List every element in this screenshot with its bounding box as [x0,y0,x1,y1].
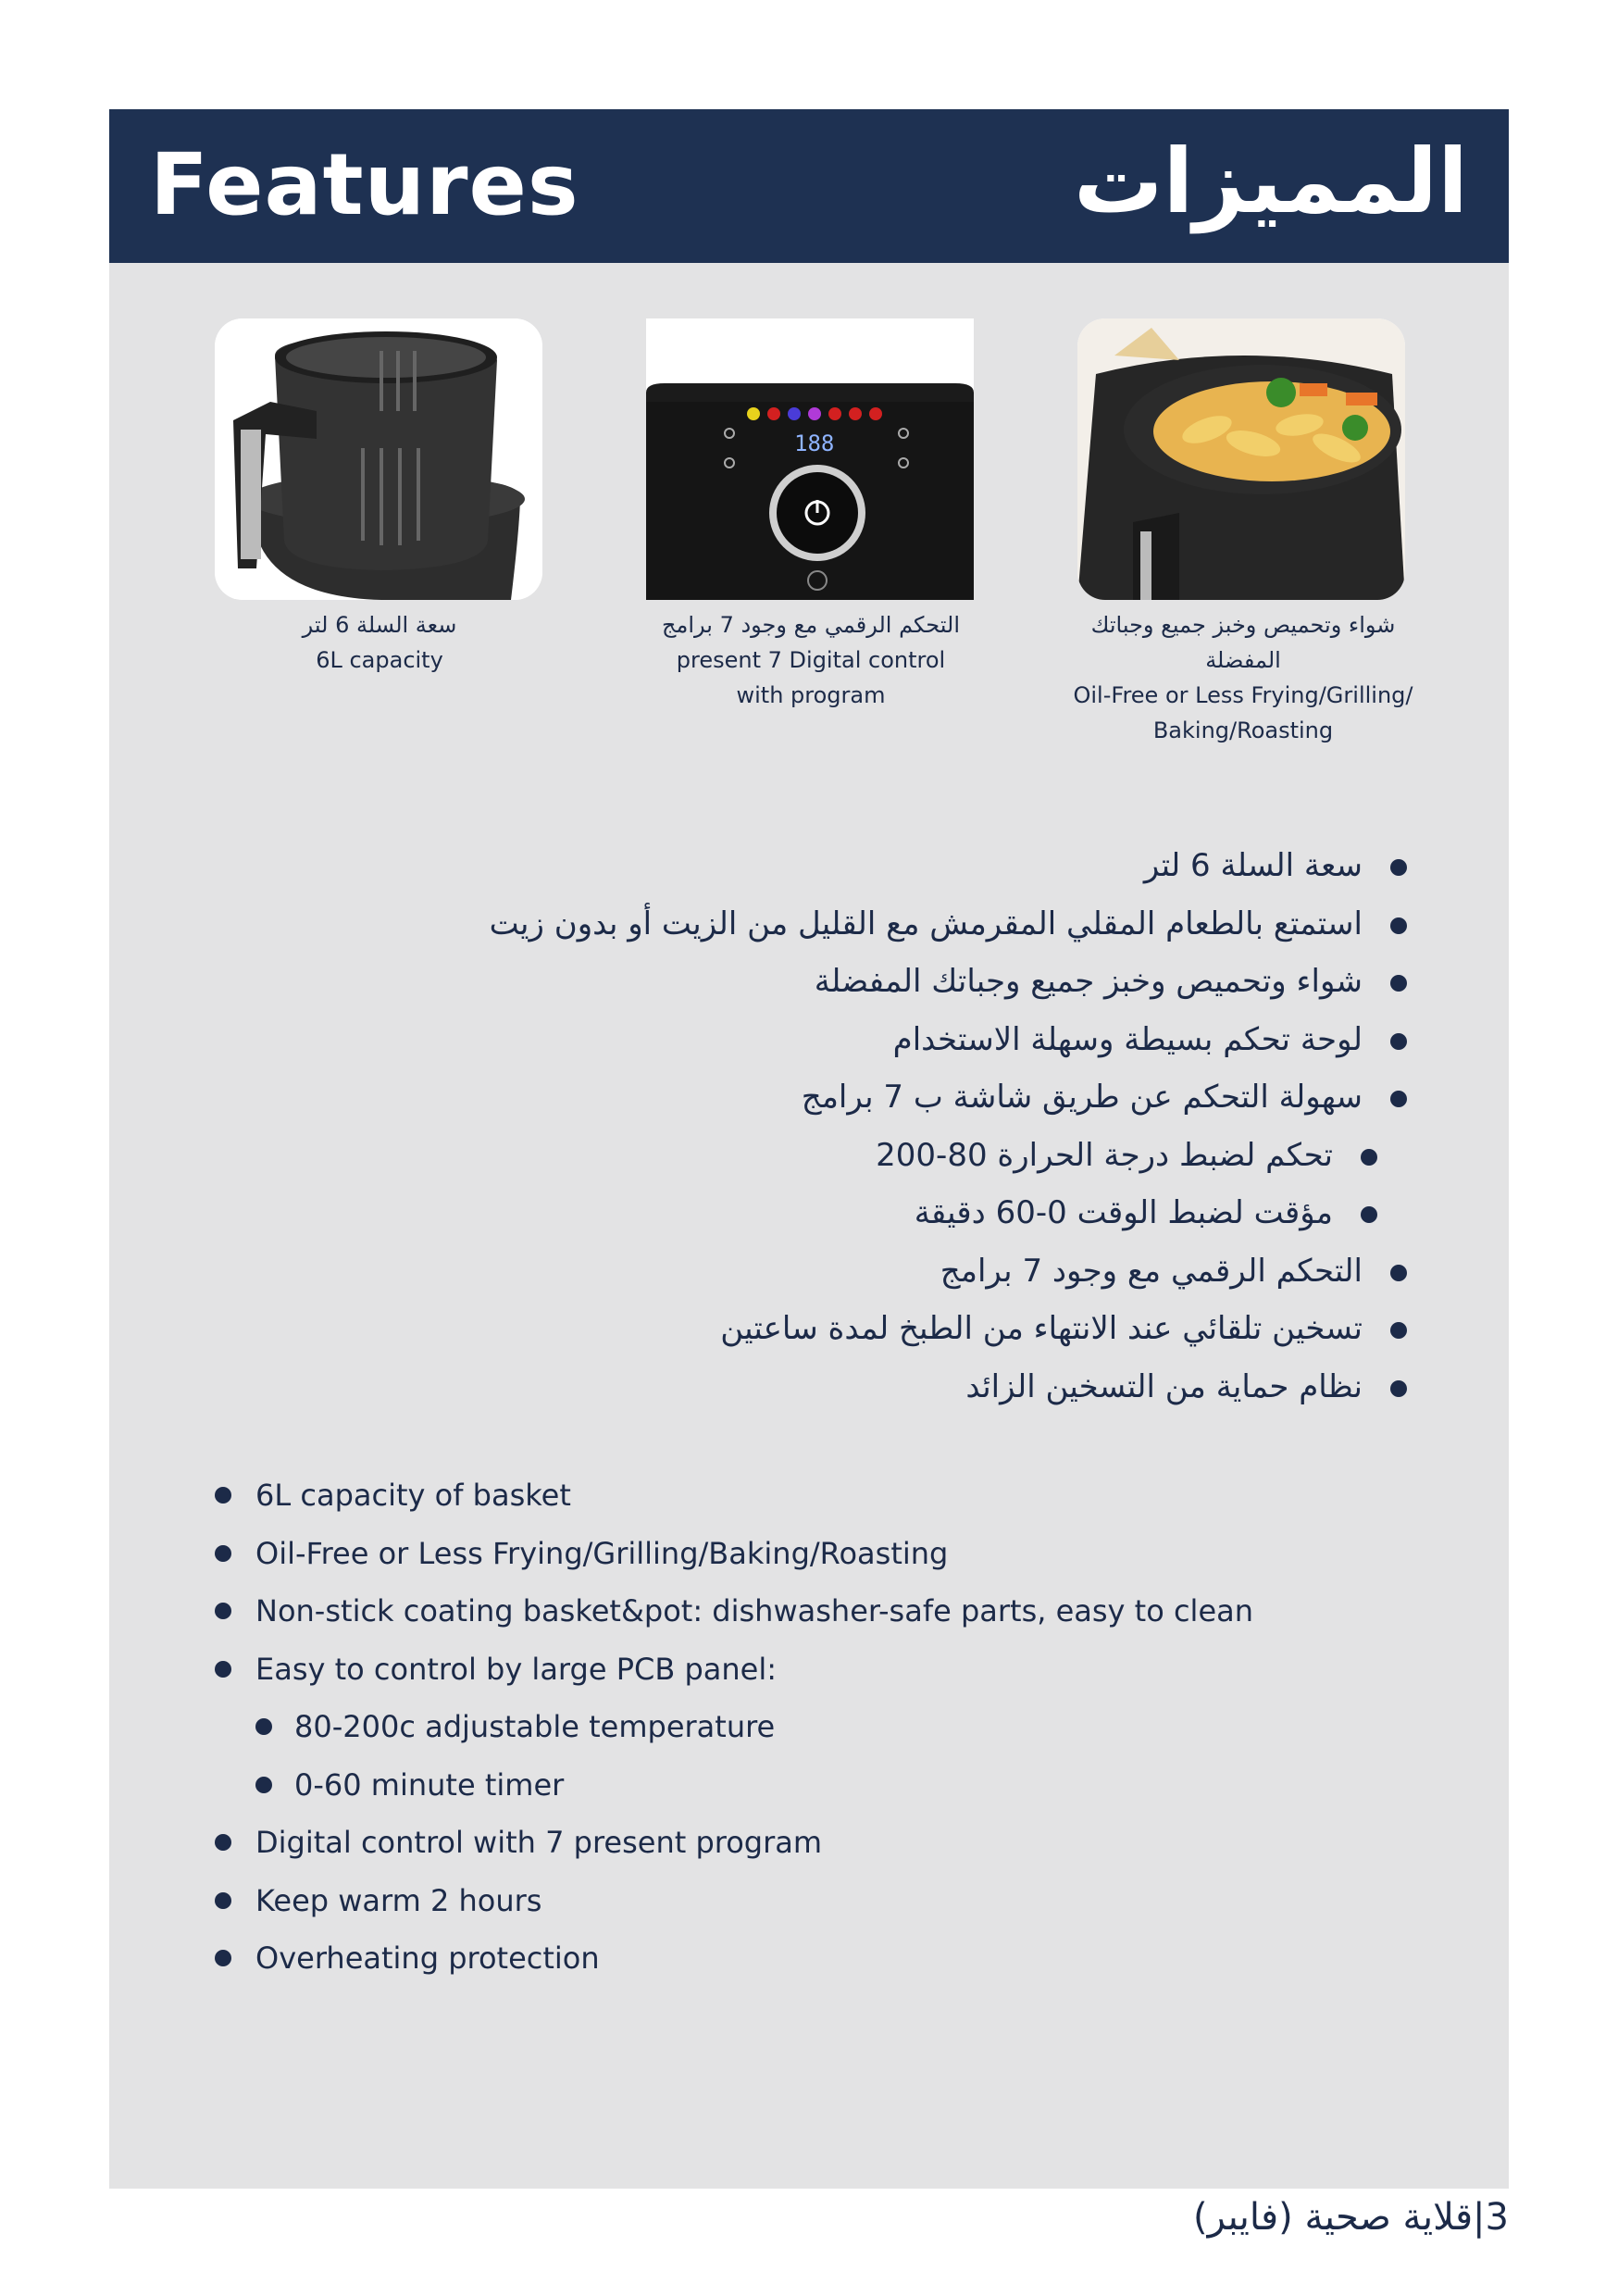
list-item: 6L capacity of basket [215,1466,1418,1525]
list-item: تسخين تلقائي عند الانتهاء من الطبخ لمدة ساعتين [389,1300,1407,1358]
fried-food-icon [1077,318,1405,600]
caption-digital-ar: التحكم الرقمي مع وجود 7 برامج [661,612,961,638]
list-item: سعة السلة 6 لتر [389,837,1407,895]
list-item: Digital control with 7 present program [215,1814,1418,1872]
caption-cooking [1063,607,1424,748]
list-subitem: تحكم لضبط درجة الحرارة 80-200 [389,1127,1407,1185]
arabic-features-list [389,837,1407,1416]
features-panel [109,263,1509,2189]
list-subitem: مؤقت لضبط الوقت 0-60 دقيقة [389,1184,1407,1242]
title-english: Features [150,135,579,234]
list-item: Overheating protection [215,1929,1418,1988]
page-footer [1193,2196,1509,2239]
svg-text:188: 188 [794,430,835,456]
page-number: 3 [1485,2196,1509,2239]
list-subitem: 80-200c adjustable temperature [215,1698,1418,1756]
caption-capacity-en: 6L capacity [316,647,443,673]
caption-cooking-en: Oil-Free or Less Frying/Grilling/ Baking/Roasting [1073,682,1413,743]
caption-cooking-ar: شواء وتحميص وخبز جميع وجباتك المفضلة [1090,612,1396,673]
title-arabic: المميزات [1074,130,1468,233]
list-item: التحكم الرقمي مع وجود 7 برامج [389,1242,1407,1301]
list-item: لوحة تحكم بسيطة وسهلة الاستخدام [389,1011,1407,1069]
english-features-list [215,1466,1418,1988]
footer-text: |قلاية صحية (فايبر) [1192,2196,1486,2239]
caption-digital [635,607,987,713]
list-item: Easy to control by large PCB panel: [215,1641,1418,1699]
caption-capacity-ar: سعة السلة 6 لتر [302,612,457,638]
list-item: Oil-Free or Less Frying/Grilling/Baking/Roasting [215,1525,1418,1583]
list-item: استمتع بالطعام المقلي المقرمش مع القليل من الزيت أو بدون زيت [389,895,1407,954]
list-item: شواء وتحميص وخبز جميع وجباتك المفضلة [389,953,1407,1011]
list-item: Non-stick coating basket&pot: dishwasher-safe parts, easy to clean [215,1582,1418,1641]
list-item: Keep warm 2 hours [215,1872,1418,1930]
list-item: نظام حماية من التسخين الزائد [389,1358,1407,1416]
list-item: سهولة التحكم عن طريق شاشة ب 7 برامج [389,1068,1407,1127]
caption-digital-en: present 7 Digital control with program [676,647,946,708]
list-subitem: 0-60 minute timer [215,1756,1418,1815]
fryer-basket-icon [215,318,542,600]
caption-capacity [204,607,555,678]
digital-panel-icon [646,318,974,600]
page-header [109,109,1509,263]
